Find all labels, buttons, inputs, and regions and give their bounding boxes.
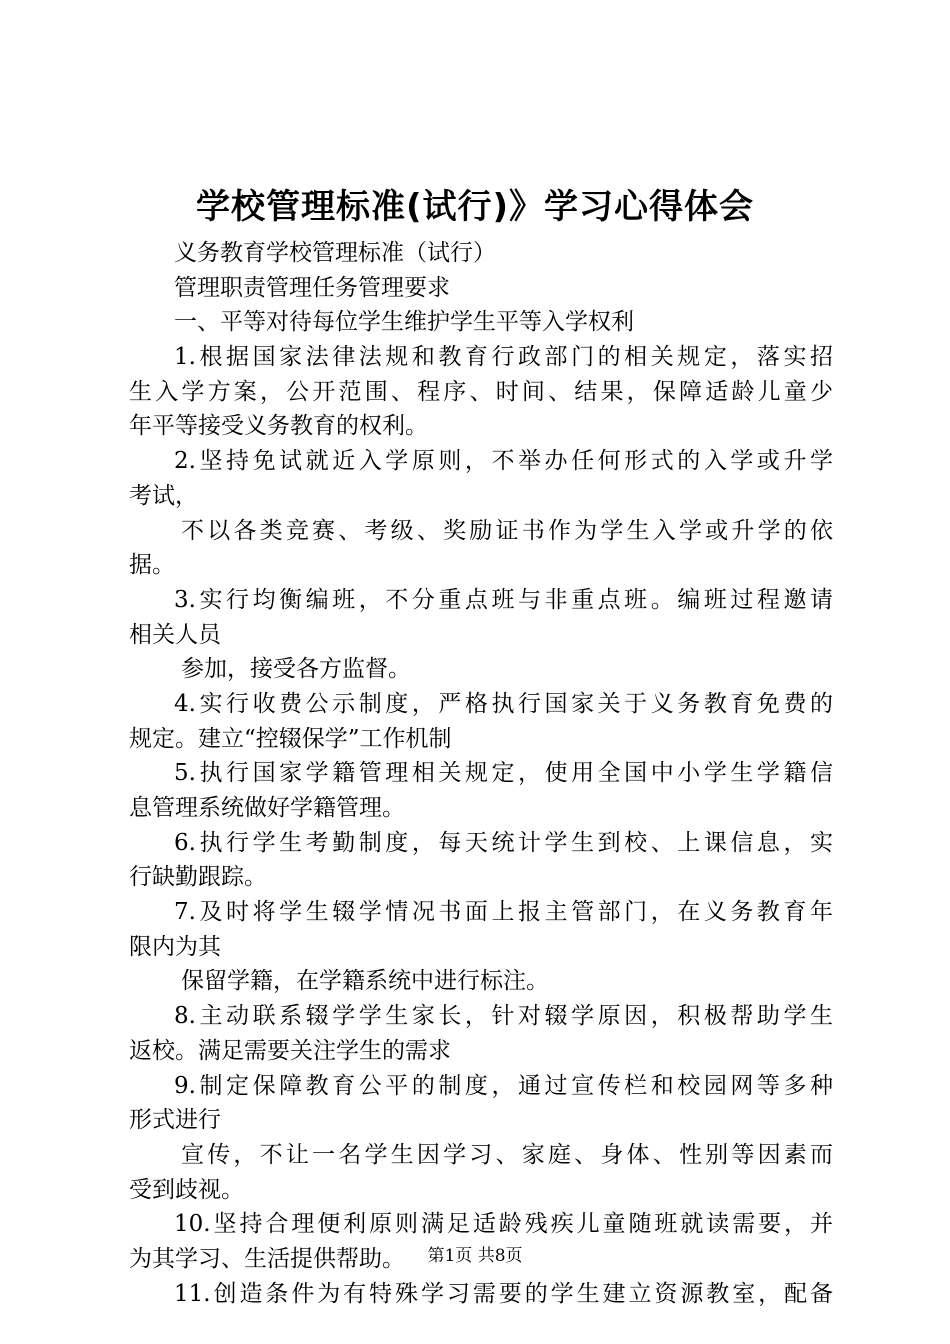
body-line: 保留学籍，在学籍系统中进行标注。 <box>181 968 549 995</box>
body-line: 年平等接受义务教育的权利。 <box>129 413 428 440</box>
body-line: 考试， <box>129 482 198 509</box>
body-line: 管理职责管理任务管理要求 <box>174 274 450 301</box>
body-line: 10.坚持合理便利原则满足适龄残疾儿童随班就读需要，并 <box>174 1211 833 1238</box>
body-line: 规定。建立“控辍保学”工作机制 <box>129 725 452 752</box>
body-line: 9.制定保障教育公平的制度，通过宣传栏和校园网等多种 <box>174 1072 833 1099</box>
body-line: 4.实行收费公示制度，严格执行国家关于义务教育免费的 <box>174 690 833 717</box>
body-line: 1.根据国家法律法规和教育行政部门的相关规定，落实招 <box>174 344 833 371</box>
body-line: 据。 <box>129 552 175 579</box>
body-line: 返校。满足需要关注学生的需求 <box>129 1037 451 1064</box>
body-line: 受到歧视。 <box>129 1176 244 1203</box>
body-line: 5.执行国家学籍管理相关规定，使用全国中小学生学籍信 <box>174 760 833 787</box>
body-line: 参加，接受各方监督。 <box>181 656 411 683</box>
body-line: 6.执行学生考勤制度，每天统计学生到校、上课信息，实 <box>174 829 833 856</box>
body-line: 2.坚持免试就近入学原则，不举办任何形式的入学或升学 <box>174 448 833 475</box>
body-line: 义务教育学校管理标准（试行） <box>174 240 496 266</box>
page-number-footer: 第1页 共8页 <box>427 1246 523 1266</box>
body-line: 行缺勤跟踪。 <box>129 864 267 891</box>
body-line: 不以各类竞赛、考级、奖励证书作为学生入学或升学的依 <box>181 517 833 544</box>
body-line: 11.创造条件为有特殊学习需要的学生建立资源教室，配备 <box>174 1280 833 1307</box>
body-line: 息管理系统做好学籍管理。 <box>129 795 405 821</box>
document-body <box>129 236 833 1311</box>
body-line: 宣传，不让一名学生因学习、家庭、身体、性别等因素而 <box>181 1141 833 1168</box>
body-line: 为其学习、生活提供帮助。 <box>129 1245 405 1272</box>
body-line: 8.主动联系辍学学生家长，针对辍学原因，积极帮助学生 <box>174 1003 833 1030</box>
body-line: 3.实行均衡编班，不分重点班与非重点班。编班过程邀请 <box>174 586 833 613</box>
body-line: 限内为其 <box>129 933 221 960</box>
body-line: 一、平等对待每位学生维护学生平等入学权利 <box>174 309 634 336</box>
body-line: 生入学方案，公开范围、程序、时间、结果，保障适龄儿童少 <box>129 378 833 405</box>
body-line: 相关人员 <box>129 621 221 648</box>
body-line: 形式进行 <box>129 1107 221 1134</box>
document-title: 学校管理标准(试行)》学习心得体会 <box>195 187 755 227</box>
body-line: 7.及时将学生辍学情况书面上报主管部门，在义务教育年 <box>174 899 833 926</box>
